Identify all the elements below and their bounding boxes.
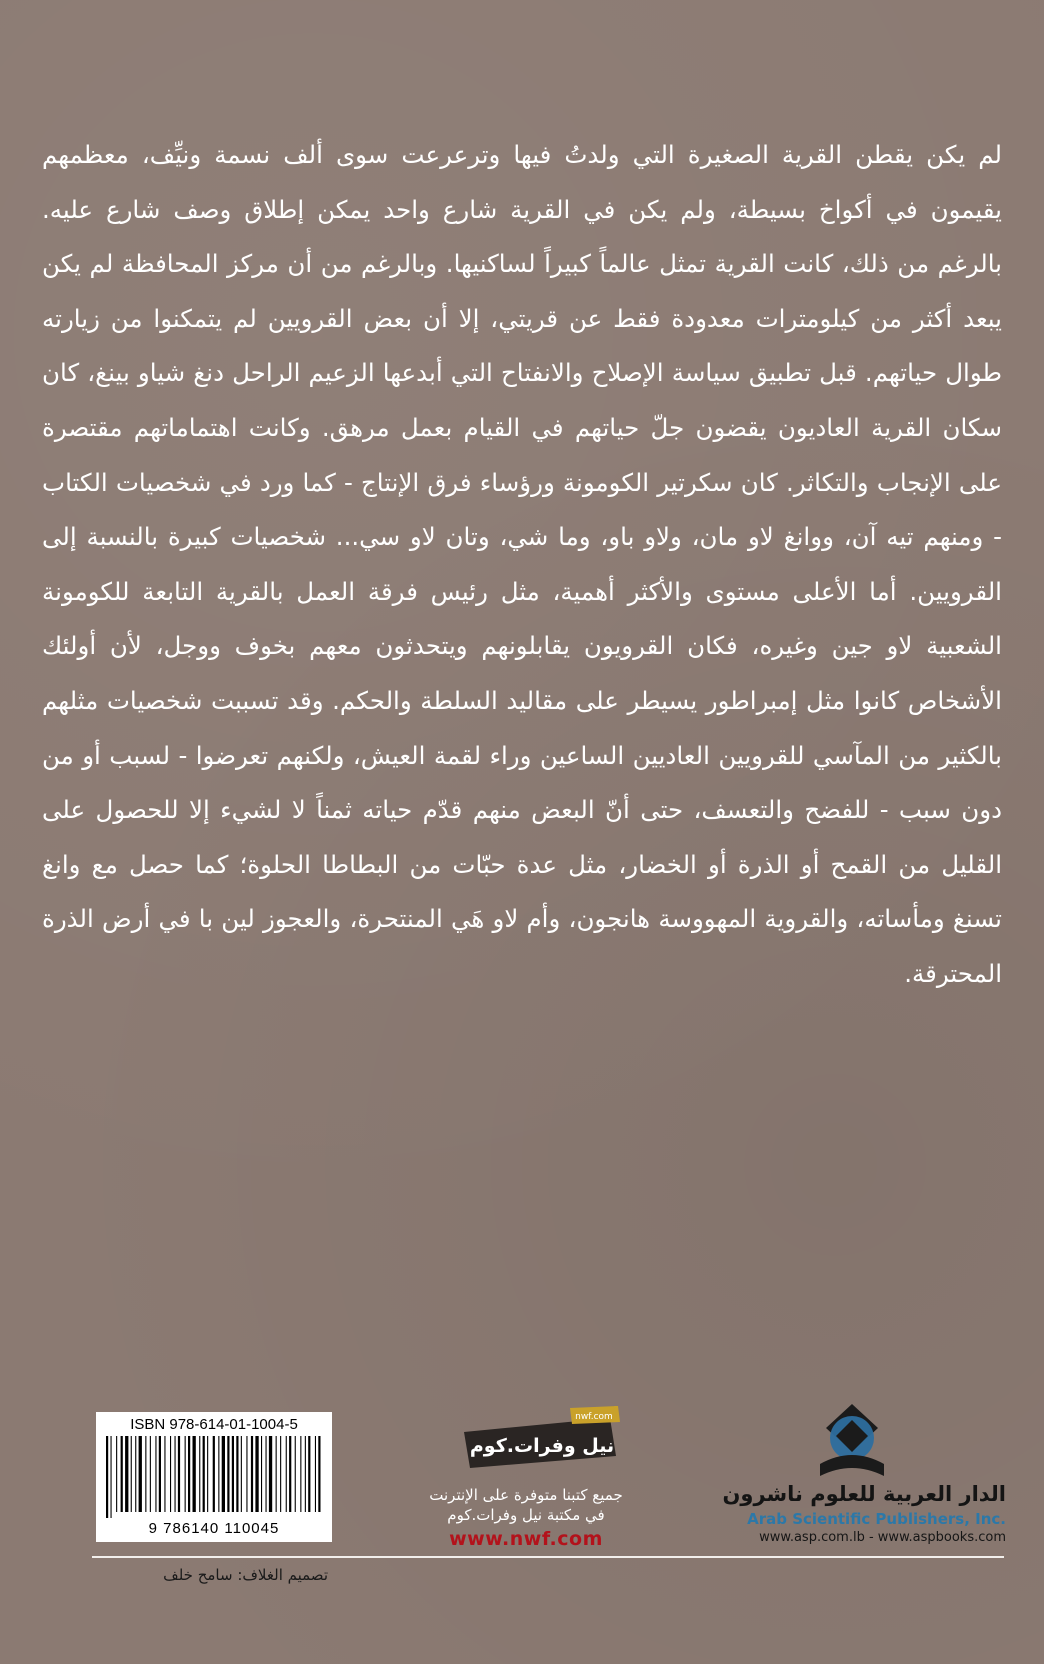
barcode-bar — [193, 1436, 196, 1512]
barcode-bar — [280, 1436, 281, 1512]
barcode-bar — [300, 1436, 301, 1512]
barcode-bar — [246, 1436, 247, 1512]
barcode-bar — [145, 1436, 146, 1512]
barcode-bar — [222, 1436, 225, 1512]
publisher-name-arabic: الدار العربية للعلوم ناشرون — [722, 1482, 1006, 1506]
barcode-bar — [188, 1436, 190, 1512]
publisher-logo-icon — [812, 1402, 892, 1480]
store-url: www.nwf.com — [449, 1528, 603, 1550]
store-line-2: في مكتبة نيل وفرات.كوم — [447, 1506, 605, 1524]
barcode-bar — [286, 1436, 287, 1512]
isbn-label: ISBN 978-614-01-1004-5 — [130, 1416, 298, 1433]
store-line-1: جميع كتبنا متوفرة على الإنترنت — [429, 1486, 623, 1504]
barcode-bar — [116, 1436, 117, 1512]
barcode-bar — [178, 1436, 180, 1512]
barcode-bar — [185, 1436, 186, 1512]
barcode-bar — [203, 1436, 205, 1512]
barcode-bar — [232, 1436, 234, 1512]
barcode-bar — [155, 1436, 156, 1512]
barcode-bar — [175, 1436, 176, 1512]
publisher-block — [700, 1402, 1006, 1548]
barcode-bar — [135, 1436, 136, 1512]
barcode-bar — [164, 1436, 165, 1512]
barcode-bar — [241, 1436, 242, 1512]
barcode-bar — [289, 1436, 291, 1512]
nwf-logo — [460, 1406, 620, 1470]
barcode-bar — [227, 1436, 229, 1512]
barcode-bar — [111, 1436, 112, 1518]
barcode-bar — [276, 1436, 277, 1512]
publisher-name-english: Arab Scientific Publishers, Inc. — [747, 1510, 1006, 1528]
barcode-bar — [131, 1436, 132, 1512]
barcode-bars — [104, 1436, 324, 1518]
cover-design-credit: تصميم الغلاف: سامح خلف — [163, 1566, 328, 1584]
barcode-bar — [305, 1436, 306, 1512]
barcode-bar — [269, 1436, 272, 1512]
isbn-digits: 9 786140 110045 — [148, 1520, 280, 1537]
nwf-logo-text: نيل وفرات.كوم — [469, 1435, 615, 1457]
footer-divider — [92, 1556, 1004, 1558]
barcode-bar — [236, 1436, 238, 1512]
barcode-bar — [207, 1436, 208, 1512]
barcode-bar — [255, 1436, 258, 1512]
publisher-websites: www.asp.com.lb - www.aspbooks.com — [759, 1530, 1006, 1545]
barcode-bar — [121, 1436, 123, 1512]
barcode-bar — [125, 1436, 128, 1512]
barcode-bar — [266, 1436, 267, 1512]
barcode-bar — [295, 1436, 296, 1512]
nwf-tag-text: nwf.com — [575, 1412, 613, 1422]
barcode-bar — [170, 1436, 171, 1512]
barcode — [96, 1412, 332, 1542]
barcode-bar — [150, 1436, 151, 1512]
barcode-bar — [261, 1436, 262, 1512]
barcode-bar — [106, 1436, 108, 1518]
barcode-bar — [318, 1436, 320, 1512]
barcode-bar — [308, 1436, 310, 1512]
barcode-bar — [218, 1436, 219, 1512]
barcode-bar — [315, 1436, 316, 1512]
barcode-bar — [159, 1436, 161, 1512]
barcode-bar — [199, 1436, 200, 1512]
barcode-bar — [139, 1436, 142, 1512]
barcode-bar — [213, 1436, 215, 1512]
barcode-bar — [251, 1436, 253, 1512]
blurb-text: لم يكن يقطن القرية الصغيرة التي ولدتُ فيها وترعرعت سوى ألف نسمة ونيِّف، معظمهم يقيمون في أكواخ بسيطة، ولم يكن في القرية شارع واحد يمكن إطلاق وصف شارع عليه. بالرغم من ذلك، كانت القرية تمثل عالماً كبيراً لساكنيها. وبالرغم من أن مركز المحافظة لم يكن يبعد أكثر من كيلومترات معدودة فقط عن قريتي، إلا أن بعض القرويين لم يتمكنوا من زيارته طوال حياتهم. قبل تطبيق سياسة الإصلاح والانفتاح التي أبدعها الزعيم الراحل دنغ شياو بينغ، كان سكان القرية العاديون يقضون جلّ حياتهم في القيام بعمل مرهق. وكانت اهتماماتهم مقتصرة على الإنجاب والتكاثر. كان سكرتير الكومونة ورؤساء فرق الإنتاج - كما ورد في شخصيات الكتاب - ومنهم تيه آن، ووانغ لاو مان، ولاو باو، وما شي، وتان لاو سي... شخصيات كبيرة بالنسبة إلى القرويين. أما الأعلى مستوى والأكثر أهمية، مثل رئيس فرقة العمل بالقرية التابعة للكومونة الشعبية لاو جين وغيره، فكان القرويون يقابلونهم ويتحدثون معهم بخوف ووجل، لأن أولئك الأشخاص كانوا مثل إمبراطور يسيطر على مقاليد السلطة والحكم. وقد تسببت شخصيات مثلهم بالكثير من المآسي للقرويين العاديين الساعين وراء لقمة العيش، ولكنهم تعرضوا - لسبب أو من دون سبب - للفضح والتعسف، حتى أنّ البعض منهم قدّم حياته ثمناً لا لشيء إلا للحصول على القليل من القمح أو الذرة أو الخضار، مثل عدة حبّات من البطاطا الحلوة؛ كما حصل مع وانغ تسنغ ومأساته، والقروية المهووسة هانجون، وأم لاو هَي المنتحرة، والعجوز لين با في أرض الذرة المحترقة. — [42, 140, 1002, 988]
bookstore-promo — [376, 1406, 676, 1552]
